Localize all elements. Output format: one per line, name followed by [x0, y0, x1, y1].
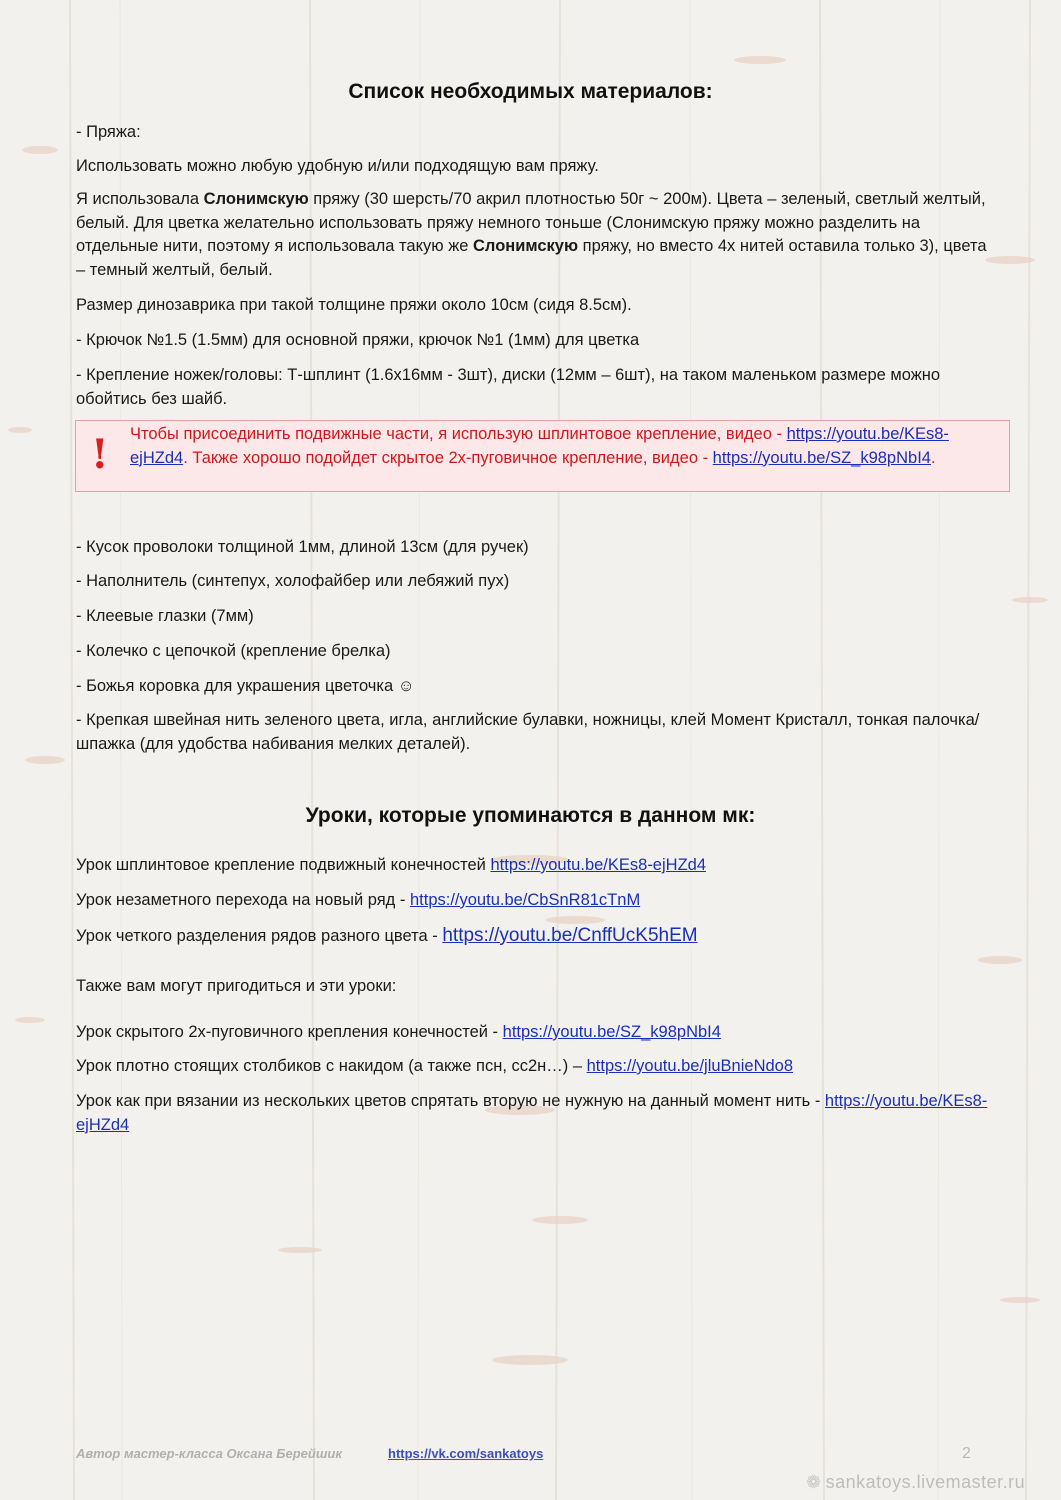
yarn-used-pre: Я использовала	[76, 190, 204, 208]
warning-link-button-joint[interactable]: https://youtu.be/SZ_k98pNbI4	[712, 448, 931, 467]
hook-text: - Крючок №1.5 (1.5мм) для основной пряжи, крючок №1 (1мм) для цветка	[76, 331, 640, 349]
warning-box	[75, 420, 1010, 492]
yarn-used-post: пряжу, но вместо 4х нитей оставила только 3), цвета – темный желтый, белый.	[76, 237, 987, 279]
lesson-link[interactable]: https://youtu.be/CbSnR81cTnM	[409, 891, 641, 909]
material-item: - Клеевые глазки (7мм)	[76, 607, 254, 625]
footer-vk-link[interactable]: https://vk.com/sankatoys	[388, 1446, 544, 1461]
lesson-text: Урок шплинтовое крепление подвижный конечностей	[76, 856, 491, 874]
lesson-link[interactable]: https://youtu.be/KEs8-ejHZd4	[76, 1092, 988, 1134]
yarn-used-paragraph	[76, 188, 988, 282]
lesson-item	[76, 889, 988, 913]
material-item: - Кусок проволоки толщиной 1мм, длиной 13см (для ручек)	[76, 538, 529, 556]
footer-author: Автор мастер-класса Оксана Берейшик	[76, 1446, 342, 1461]
exclamation-icon: !	[91, 431, 109, 478]
lesson-link[interactable]: https://youtu.be/jluBnieNdo8	[586, 1057, 794, 1075]
yarn-any-text: Использовать можно любую удобную и/или подходящую вам пряжу.	[76, 157, 599, 175]
joints-text: - Крепление ножек/головы: Т-шплинт (1.6х16мм - 3шт), диски (12мм – 6шт), на таком маленьком размере можно обойтись без шайб.	[76, 366, 941, 408]
yarn-brand-2: Слонимскую	[473, 237, 579, 255]
yarn-used-mid: пряжу (30 шерсть/70 акрил плотностью 50г ~ 200м). Цвета – зеленый, светлый желтый, белый. Для цветка желательно использовать пряжу немного тоньше (Слонимскую пряжу можно разделить на отдельные нити, поэтому я использовала такую же	[76, 190, 986, 255]
lesson-text: Урок незаметного перехода на новый ряд -	[76, 891, 410, 909]
lesson-text: Урок четкого разделения рядов разного цвета -	[76, 927, 443, 945]
flower-icon: ❁	[806, 1472, 822, 1492]
watermark	[806, 1472, 1025, 1493]
warning-text-3: .	[930, 448, 936, 467]
yarn-brand: Слонимскую	[203, 190, 309, 208]
extra-lesson-item	[76, 1021, 988, 1045]
watermark-text: sankatoys.livemaster.ru	[825, 1472, 1026, 1492]
yarn-label: - Пряжа:	[76, 123, 141, 141]
lesson-text: Урок как при вязании из нескольких цветов спрятать вторую не нужную на данный момент нить -	[76, 1092, 825, 1110]
material-item: - Колечко с цепочкой (крепление брелка)	[76, 642, 391, 660]
lesson-item	[76, 924, 988, 949]
lesson-link[interactable]: https://youtu.be/CnffUcK5hEM	[442, 925, 698, 946]
extra-lesson-item	[76, 1090, 988, 1137]
lesson-text: Урок плотно стоящих столбиков с накидом (а также псн, сс2н…) –	[76, 1057, 587, 1075]
page-number: 2	[962, 1445, 971, 1462]
material-item: - Божья коровка для украшения цветочка ☺	[76, 677, 415, 695]
lesson-link[interactable]: https://youtu.be/KEs8-ejHZd4	[490, 856, 706, 874]
warning-text-2: . Также хорошо подойдет скрытое 2х-пуговичное крепление, видео -	[183, 448, 713, 467]
toy-size-text: Размер динозаврика при такой толщине пряжи около 10см (сидя 8.5см).	[76, 296, 632, 314]
lesson-link[interactable]: https://youtu.be/SZ_k98pNbI4	[502, 1023, 721, 1041]
lessons-title: Уроки, которые упоминаются в данном мк:	[305, 804, 756, 827]
materials-title: Список необходимых материалов:	[348, 80, 713, 103]
warning-link-cotter-pin[interactable]: https://youtu.be/KEs8-ejHZd4	[130, 425, 949, 467]
material-item: - Наполнитель (синтепух, холофайбер или лебяжий пух)	[76, 572, 510, 590]
extra-lesson-item	[76, 1055, 988, 1079]
also-useful-text: Также вам могут пригодиться и эти уроки:	[76, 977, 397, 995]
lesson-item	[76, 854, 988, 878]
warning-text	[130, 423, 1000, 470]
lesson-text: Урок скрытого 2х-пуговичного крепления конечностей -	[76, 1023, 503, 1041]
material-item: - Крепкая швейная нить зеленого цвета, игла, английские булавки, ножницы, клей Момент Кристалл, тонкая палочка/шпажка (для удобства набивания мелких деталей).	[76, 711, 980, 753]
warning-text-1: Чтобы присоединить подвижные части, я использую шплинтовое крепление, видео -	[130, 425, 787, 443]
